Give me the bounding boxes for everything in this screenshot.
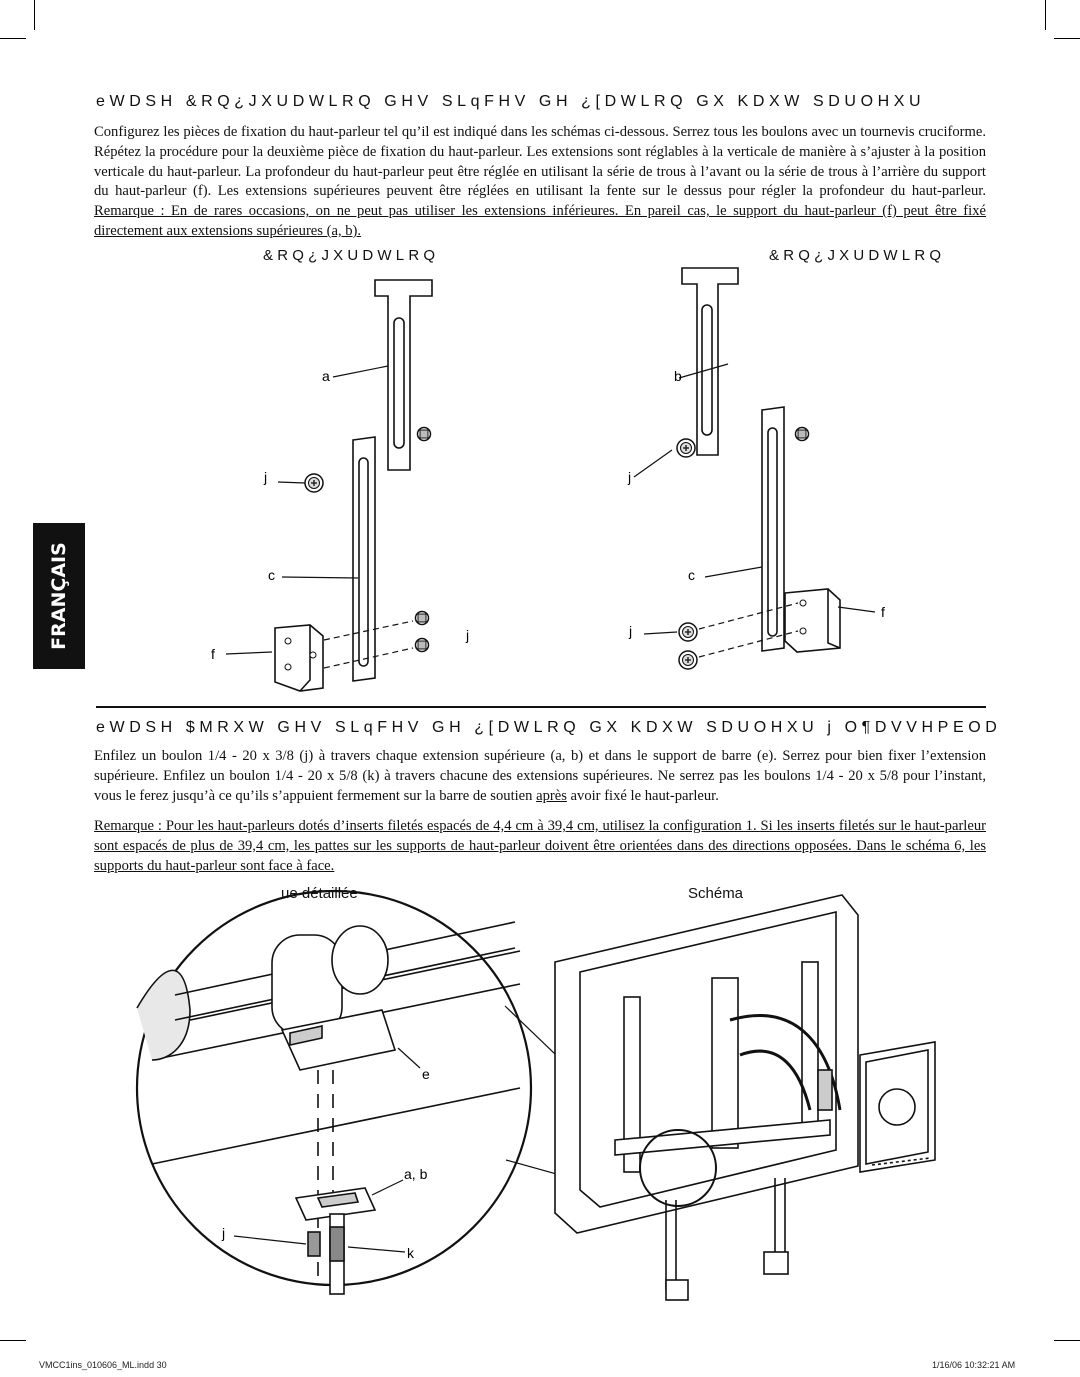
label-c: c — [688, 567, 695, 583]
label-ab: a, b — [404, 1166, 428, 1182]
label-e: e — [422, 1066, 430, 1082]
step2-note: Remarque : Pour les haut-parleurs dotés d’inserts filetés espacés de 4,4 cm à 39,4 cm, utilisez la configuration 1. Si les inserts filetés sur le haut-parleur sont espacés de plus de 39,4 cm, les pattes sur les supports de haut-parleur doivent être orientées dans des directions opposées. Dans le schéma 6, les supports du haut-parleur sont face à face. — [94, 818, 986, 874]
config-2-label: &RQ¿JXUDWLRQ — [769, 247, 946, 264]
label-j: j — [264, 469, 268, 485]
label-j: j — [466, 627, 470, 643]
config-1-diagram — [275, 280, 432, 691]
caption-detail: ue détaillée — [281, 885, 358, 902]
label-j: j — [629, 623, 633, 639]
label-b: b — [674, 368, 682, 384]
detail-view — [137, 891, 531, 1294]
footer-left: VMCC1ins_010606_ML.indd 30 — [39, 1360, 167, 1370]
language-tab-label: FRANÇAIS — [48, 542, 70, 650]
footer-right: 1/16/06 10:32:21 AM — [932, 1360, 1016, 1370]
section-divider — [96, 706, 986, 708]
step2-underlined: après — [536, 787, 567, 804]
label-j: j — [222, 1225, 226, 1241]
label-c: c — [268, 567, 275, 583]
label-f: f — [881, 604, 885, 620]
label-k: k — [407, 1245, 414, 1261]
step1-heading: eWDSH &RQ¿JXUDWLRQ GHV SLqFHV GH ¿[DWLRQ GX KDXW SDUOHXU — [96, 93, 926, 110]
step2-paragraph-1 — [94, 747, 986, 806]
step2-text-end: avoir fixé le haut-parleur. — [566, 787, 719, 804]
step2-text: Enfilez un boulon 1/4 - 20 x 3/8 (j) à travers chaque extension supérieure (a, b) et dans le support de barre (e). Serrez pour bien fixer l’extension supérieure. Enfilez un boulon 1/4 - 20 x 5/8 (k) à travers chacune des extensions supérieures. Ne serrez pas les boulons 1/4 - 20 x 5/8 pour l’instant, vous le ferez jusqu’à ce qu’ils s’appuient fermement sur la barre de soutien — [94, 748, 986, 804]
caption-schema: Schéma — [688, 885, 744, 902]
label-j: j — [628, 469, 632, 485]
detail-leaders — [234, 1048, 420, 1252]
step2-paragraph-2 — [94, 817, 986, 876]
step1-text: Configurez les pièces de fixation du haut-parleur tel qu’il est indiqué dans les schémas ci-dessous. Serrez tous les boulons avec un tournevis cruciforme. Répétez la procédure pour la deuxième pièce de fixation du haut-parleur. Les extensions sont réglables à la verticale de manière à s’ajuster à la position verticale du haut-parleur. La profondeur du haut-parleur peut être réglée en utilisant la série de trous à l’avant ou la série de trous à l’arrière du support du haut-parleur (f). Les extensions supérieures peuvent être réglées en utilisant la fente sur le dessus pour régler la profondeur du haut-parleur. — [94, 124, 986, 200]
config-1-label: &RQ¿JXUDWLRQ — [263, 247, 440, 264]
schema-diagram — [555, 895, 935, 1300]
label-a: a — [322, 368, 330, 384]
config-1-leaders — [226, 366, 413, 668]
step2-heading: eWDSH $MRXW GHV SLqFHV GH ¿[DWLRQ GX KDXW SDUOHXU j O¶DVVHPEOD — [96, 719, 1002, 736]
config-2-diagram — [682, 268, 840, 652]
step1-note: Remarque : En de rares occasions, on ne peut pas utiliser les extensions inférieures. En pareil cas, le support du haut-parleur (f) peut être fixé directement aux extensions supérieures (a, b). — [94, 203, 986, 239]
label-f: f — [211, 646, 215, 662]
